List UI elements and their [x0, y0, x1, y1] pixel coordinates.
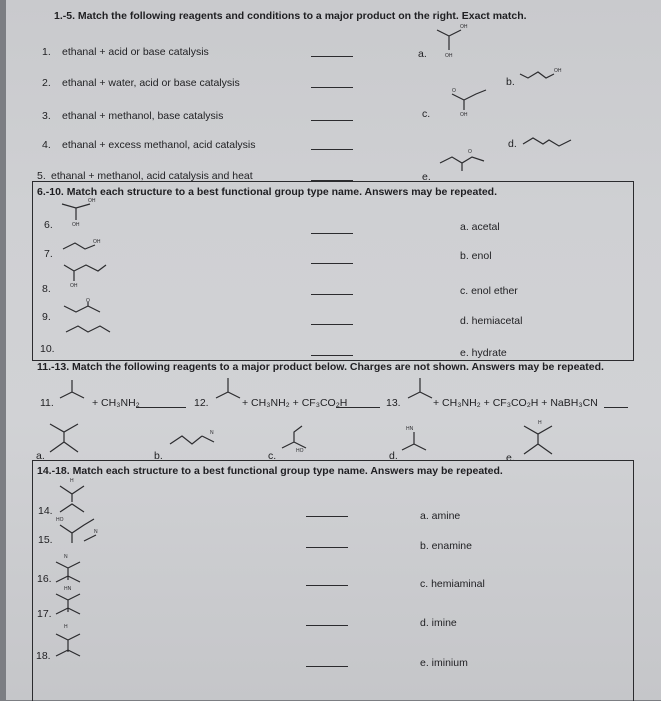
q18-answer-blank[interactable] — [306, 666, 348, 667]
q4-number: 4. — [42, 139, 51, 151]
q10-answer-blank[interactable] — [311, 355, 353, 356]
o-label: O — [468, 149, 472, 155]
q1-number: 1. — [42, 46, 51, 58]
product-choice-e-label: e. — [506, 452, 515, 464]
product-choice-c-label: c. — [268, 450, 277, 462]
o-label: O — [86, 298, 90, 304]
n-label: N — [210, 430, 214, 436]
part3-heading: 11.-13. Match the following reagents to a major product below. Charges are not shown. Answers may be repeated. — [37, 361, 604, 373]
q11-reagents: + CH₃NH₂ — [92, 397, 140, 409]
q5-text: ethanal + methanol, acid catalysis and heat — [51, 170, 253, 182]
q3-number: 3. — [42, 110, 51, 122]
product-choice-a-label: a. — [36, 450, 45, 462]
answer-hydrate: e. hydrate — [460, 347, 507, 359]
q17-answer-blank[interactable] — [306, 625, 348, 626]
product-d-structure — [521, 132, 577, 152]
n-label: N — [94, 529, 98, 535]
q13-number: 13. — [386, 397, 401, 409]
q13-answer-blank[interactable] — [604, 407, 628, 408]
hn-label: HN — [406, 426, 414, 432]
product-choice-e-structure — [514, 420, 574, 460]
product-choice-b-label: b. — [154, 450, 163, 462]
hn-label: HN — [64, 586, 72, 592]
product-choice-c-structure — [274, 422, 344, 456]
structure-8 — [58, 255, 114, 289]
product-b-structure — [518, 64, 568, 84]
ho-label: HO — [56, 517, 64, 523]
structure-15 — [54, 513, 110, 549]
q10-number: 10. — [40, 343, 55, 355]
choice-e-label: e. — [422, 171, 431, 183]
product-a-structure — [431, 22, 471, 60]
worksheet-page — [6, 0, 661, 700]
oh-label: OH — [70, 283, 78, 289]
q11-answer-blank[interactable] — [136, 407, 186, 408]
oh-label: OH — [93, 239, 101, 245]
answer-iminium: e. iminium — [420, 657, 468, 669]
q6-answer-blank[interactable] — [311, 233, 353, 234]
q4-text: ethanal + excess methanol, acid catalysis — [62, 139, 256, 151]
q15-number: 15. — [38, 534, 53, 546]
structure-9 — [58, 298, 116, 342]
part4-heading: 14.-18. Match each structure to a best functional group type name. Answers may be repeated. — [37, 465, 503, 477]
part1-heading: 1.-5. Match the following reagents and conditions to a major product on the right. Exact match. — [54, 10, 527, 22]
oh-label: OH — [445, 53, 453, 59]
q18-number: 18. — [36, 650, 51, 662]
q2-number: 2. — [42, 77, 51, 89]
q16-answer-blank[interactable] — [306, 585, 348, 586]
q8-number: 8. — [42, 283, 51, 295]
structure-14 — [54, 478, 104, 518]
product-choice-d-structure — [398, 424, 448, 456]
product-choice-b-structure — [166, 424, 226, 454]
oh-label: OH — [460, 24, 468, 30]
structure-6 — [58, 196, 104, 228]
ketone-reactant-11 — [56, 374, 94, 404]
q1-text: ethanal + acid or base catalysis — [62, 46, 209, 58]
q7-number: 7. — [44, 248, 53, 260]
product-c-structure — [446, 80, 496, 116]
part2-box — [32, 181, 634, 361]
n-label: N — [64, 554, 68, 560]
oh-label: OH — [554, 68, 562, 74]
q5-number: 5. — [37, 170, 46, 182]
q14-answer-blank[interactable] — [306, 516, 348, 517]
o-label: O — [452, 88, 456, 94]
oh-label: OH — [72, 222, 80, 228]
q6-number: 6. — [44, 219, 53, 231]
h-label: H — [538, 420, 542, 426]
q12-reagents: + CH₃NH₂ + CF₃CO₂H — [242, 397, 348, 409]
q17-number: 17. — [37, 608, 52, 620]
answer-enol: b. enol — [460, 250, 492, 262]
q7-answer-blank[interactable] — [311, 263, 353, 264]
q16-number: 16. — [37, 573, 52, 585]
choice-b-label: b. — [506, 76, 515, 88]
oh-label: OH — [88, 198, 96, 204]
product-choice-d-label: d. — [389, 450, 398, 462]
answer-imine: d. imine — [420, 617, 457, 629]
choice-c-label: c. — [422, 108, 431, 120]
q12-answer-blank[interactable] — [336, 407, 380, 408]
part4-box — [32, 460, 634, 701]
h-label: H — [64, 624, 68, 630]
q9-answer-blank[interactable] — [311, 324, 353, 325]
q9-number: 9. — [42, 311, 51, 323]
part2-heading: 6.-10. Match each structure to a best functional group type name. Answers may be repeated. — [37, 186, 497, 198]
q1-answer-blank[interactable] — [311, 56, 353, 57]
q14-number: 14. — [38, 505, 53, 517]
q8-answer-blank[interactable] — [311, 294, 353, 295]
structure-16 — [50, 552, 100, 588]
answer-enamine: b. enamine — [420, 540, 472, 552]
q2-answer-blank[interactable] — [311, 87, 353, 88]
q3-text: ethanal + methanol, base catalysis — [62, 110, 224, 122]
h-label: H — [70, 478, 74, 484]
ho-label: HO — [296, 448, 304, 454]
answer-acetal: a. acetal — [460, 221, 500, 233]
answer-hemiaminal: c. hemiaminal — [420, 578, 485, 590]
q12-number: 12. — [194, 397, 209, 409]
structure-17 — [50, 584, 100, 620]
q4-answer-blank[interactable] — [311, 149, 353, 150]
choice-a-label: a. — [418, 48, 427, 60]
structure-18 — [50, 622, 100, 662]
q3-answer-blank[interactable] — [311, 120, 353, 121]
choice-d-label: d. — [508, 138, 517, 150]
q15-answer-blank[interactable] — [306, 547, 348, 548]
answer-amine: a. amine — [420, 510, 461, 522]
q2-text: ethanal + water, acid or base catalysis — [62, 77, 240, 89]
answer-enol-ether: c. enol ether — [460, 285, 518, 297]
oh-label: OH — [460, 112, 468, 118]
answer-hemiacetal: d. hemiacetal — [460, 315, 523, 327]
product-choice-a-structure — [44, 418, 104, 458]
q13-reagents: + CH₃NH₂ + CF₃CO₂H + NaBH₃CN — [433, 397, 598, 409]
q11-number: 11. — [40, 397, 54, 409]
product-e-structure — [436, 145, 496, 175]
